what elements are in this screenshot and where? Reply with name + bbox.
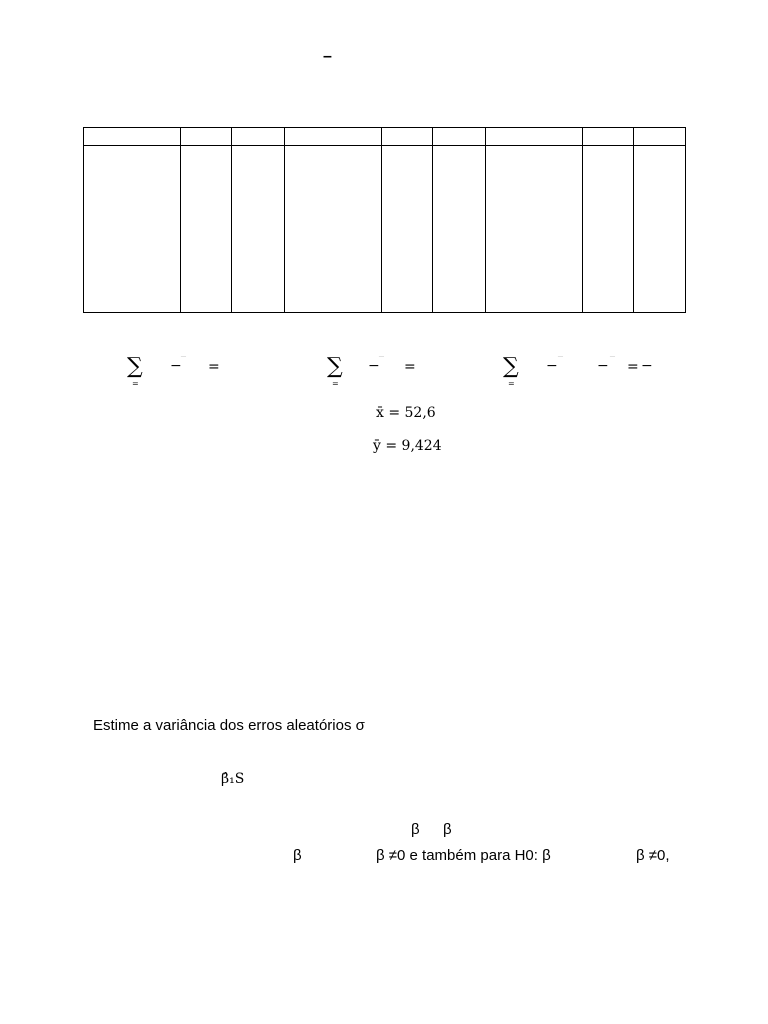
table-header-cell: [181, 128, 232, 146]
data-table: [83, 127, 685, 313]
beta-symbol: β: [293, 847, 302, 864]
header-dash: –: [323, 48, 332, 65]
table-header-cell: [433, 128, 486, 146]
table-cell: [433, 146, 486, 313]
sigma-symbol: ∑: [127, 354, 143, 379]
table-header-cell: [382, 128, 433, 146]
equals-sign: =: [404, 359, 416, 375]
minus-sign: −: [546, 358, 558, 374]
bar-mark: ¯: [610, 355, 615, 365]
minus-sign: −: [170, 358, 182, 374]
table-header-cell: [84, 128, 181, 146]
table-body-row: [84, 146, 686, 313]
table-cell: [583, 146, 634, 313]
hypothesis-text: β ≠0 e também para H0: β: [376, 847, 551, 864]
beta-standard-error: β̂₁S: [221, 771, 245, 787]
bar-mark: ¯: [379, 355, 384, 365]
minus-sign: −: [368, 358, 380, 374]
data-table-grid: [83, 127, 686, 313]
table-cell: [285, 146, 382, 313]
sigma-subscript: =: [132, 379, 139, 388]
table-cell: [486, 146, 583, 313]
sigma-symbol: ∑: [327, 354, 343, 379]
equals-sign: =: [208, 359, 220, 375]
minus-sign: −: [641, 358, 653, 374]
y-mean: ȳ = 9,424: [373, 438, 442, 454]
table-cell: [181, 146, 232, 313]
equals-sign: =: [627, 359, 639, 375]
variance-text: Estime a variância dos erros aleatórios σ: [93, 717, 365, 734]
bar-mark: ¯: [558, 355, 563, 365]
table-header-row: [84, 128, 686, 146]
minus-sign: −: [597, 358, 609, 374]
table-header-cell: [232, 128, 285, 146]
table-cell: [634, 146, 686, 313]
x-mean: x̄ = 52,6: [376, 405, 436, 421]
table-cell: [382, 146, 433, 313]
table-cell: [232, 146, 285, 313]
table-header-cell: [285, 128, 382, 146]
beta-symbol: β: [443, 821, 452, 838]
table-cell: [84, 146, 181, 313]
sigma-subscript: =: [508, 379, 515, 388]
table-header-cell: [634, 128, 686, 146]
hypothesis-text-end: β ≠0,: [636, 847, 670, 864]
sigma-subscript: =: [332, 379, 339, 388]
table-header-cell: [486, 128, 583, 146]
sigma-symbol: ∑: [503, 354, 519, 379]
bar-mark: ¯: [181, 355, 186, 365]
beta-symbol: β: [411, 821, 420, 838]
table-header-cell: [583, 128, 634, 146]
